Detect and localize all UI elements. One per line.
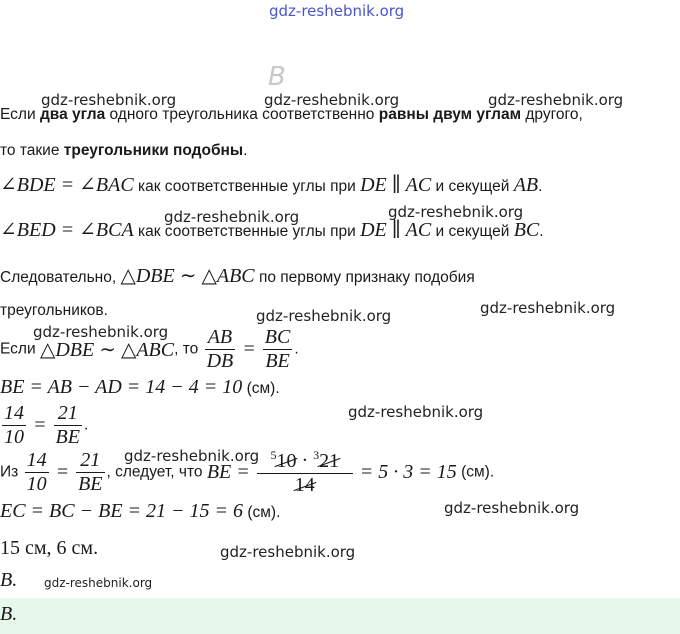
- result-line: 15 см, 6 см.: [0, 537, 99, 559]
- angle-line-1: ∠BDE = ∠BAC как соответственные углы при DE ∥ AC и секущей AB.: [0, 174, 543, 196]
- watermark: gdz-reshebnik.org: [41, 91, 177, 109]
- watermark: gdz-reshebnik.org: [264, 91, 400, 109]
- conclusion-line-2: треугольников.: [0, 302, 108, 319]
- answer-row: [0, 598, 680, 634]
- rule-line-2: то такие треугольники подобны.: [0, 142, 248, 159]
- watermark: gdz-reshebnik.org: [348, 403, 484, 421]
- watermark-small: gdz-reshebnik.org: [44, 576, 153, 590]
- answer-text: B.: [0, 603, 18, 625]
- conclusion-line: Следовательно, △DBE ∼ △ABC по первому признаку подобия: [0, 265, 475, 287]
- watermark: gdz-reshebnik.org: [480, 299, 616, 317]
- heading-letter: B: [268, 62, 286, 92]
- rule-line-1: Если два угла одного треугольника соответственно равны двум углам другого,: [0, 106, 583, 123]
- option-letter: B.: [0, 569, 18, 591]
- be-solve-line: Из $\frac{14}{10}$ = $\frac{21}{BE}$ , следует, что BE = $\frac{^510 \cdot ^321}{14}$ = 5 · 3 = 15 (см).: [0, 448, 495, 496]
- watermark-top: gdz-reshebnik.org: [269, 2, 405, 20]
- watermark: gdz-reshebnik.org: [488, 91, 624, 109]
- ratio-line: $\frac{14}{10}$ = $\frac{21}{BE}$ .: [4, 402, 89, 448]
- be-calc-line: BE = AB − AD = 14 − 4 = 10 (см).: [0, 376, 280, 398]
- watermark: gdz-reshebnik.org: [256, 307, 392, 325]
- watermark: gdz-reshebnik.org: [124, 447, 260, 465]
- watermark: gdz-reshebnik.org: [388, 203, 524, 221]
- ec-calc-line: EC = BC − BE = 21 − 15 = 6 (см).: [0, 500, 281, 522]
- angle-line-2: ∠BED = ∠BCA как соответственные углы при DE ∥ AC и секущей BC.: [0, 219, 544, 241]
- watermark: gdz-reshebnik.org: [33, 323, 169, 341]
- watermark: gdz-reshebnik.org: [220, 543, 356, 561]
- watermark: gdz-reshebnik.org: [444, 499, 580, 517]
- watermark: gdz-reshebnik.org: [164, 208, 300, 226]
- proportion-line: Если △DBE ∼ △ABC, то $\frac{AB}{DB}$ = $\frac{BC}{BE}$ .: [0, 326, 299, 372]
